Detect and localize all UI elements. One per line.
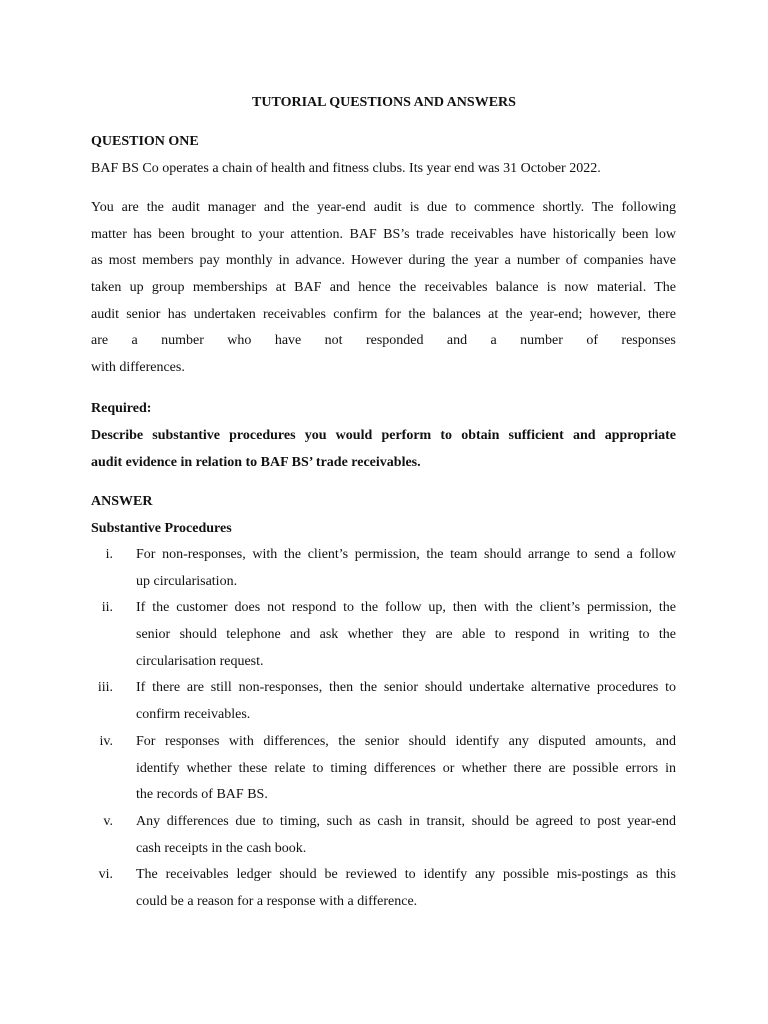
required-line: audit evidence in relation to BAF BS’ trade receivables. [91, 454, 421, 470]
required-line: Describe substantive procedures you would perform to obtain sufficient and appropriate [91, 428, 676, 443]
list-item [91, 675, 676, 728]
list-line: the records of BAF BS. [136, 787, 268, 803]
list-number: iv. [99, 733, 113, 749]
required-label: Required: [91, 401, 152, 416]
list-number: iii. [97, 680, 113, 696]
question-heading: QUESTION ONE [91, 134, 199, 149]
word: are [91, 333, 109, 349]
list-line: circularisation request. [136, 653, 264, 669]
list-line: If the customer does not respond to the follow up, then with the client’s permission, the [136, 600, 676, 616]
scenario-line: as most members pay monthly in advance. However during the year a number of companies have [91, 253, 676, 269]
intro-paragraph: BAF BS Co operates a chain of health and fitness clubs. Its year end was 31 October 2022. [91, 161, 601, 176]
list-number: i. [105, 547, 113, 562]
procedures-list [91, 542, 676, 916]
list-line: confirm receivables. [136, 707, 251, 723]
word: who [227, 333, 252, 349]
list-item [91, 862, 676, 915]
list-line: The receivables ledger should be reviewed to identify any possible mis-postings as this [136, 867, 676, 883]
list-line: senior should telephone and ask whether they are able to respond in writing to the [136, 627, 676, 643]
word: responses [621, 333, 676, 349]
answer-heading: ANSWER [91, 494, 153, 509]
word: a [490, 333, 497, 349]
list-line: Any differences due to timing, such as cash in transit, should be agreed to post year-end [136, 813, 676, 829]
word: of [586, 333, 599, 349]
word: number [520, 333, 563, 349]
scenario-paragraph [91, 195, 676, 382]
word: and [446, 333, 468, 349]
required-text [91, 423, 676, 476]
scenario-spread-line [91, 328, 676, 355]
list-number: vi. [98, 867, 113, 883]
list-line: If there are still non-responses, then the senior should undertake alternative procedures to [136, 680, 676, 696]
scenario-line: taken up group memberships at BAF and hence the receivables balance is now material. The [91, 280, 676, 296]
word: responded [365, 333, 424, 349]
word: have [274, 333, 302, 349]
list-line: cash receipts in the cash book. [136, 840, 307, 856]
list-item [91, 542, 676, 595]
scenario-line: You are the audit manager and the year-end audit is due to commence shortly. The following [91, 200, 676, 215]
word: number [161, 333, 204, 349]
list-item [91, 809, 676, 862]
page-title: TUTORIAL QUESTIONS AND ANSWERS [252, 95, 516, 110]
list-line: identify whether these relate to timing differences or whether there are possible errors in [136, 760, 676, 776]
list-line: For non-responses, with the client’s permission, the team should arrange to send a follow [136, 547, 676, 562]
list-number: v. [103, 813, 113, 829]
list-line: For responses with differences, the senior should identify any disputed amounts, and [136, 733, 676, 749]
word: not [324, 333, 343, 349]
procedures-heading: Substantive Procedures [91, 521, 232, 536]
scenario-line: matter has been brought to your attention. BAF BS’s trade receivables have historically been low [91, 226, 676, 242]
word: a [131, 333, 138, 349]
list-item [91, 729, 676, 809]
scenario-line: with differences. [91, 360, 185, 376]
list-line: up circularisation. [136, 573, 238, 589]
list-number: ii. [101, 600, 113, 616]
list-item [91, 595, 676, 675]
list-line: could be a reason for a response with a difference. [136, 893, 418, 909]
scenario-line: audit senior has undertaken receivables confirm for the balances at the year-end; however, there [91, 306, 676, 322]
